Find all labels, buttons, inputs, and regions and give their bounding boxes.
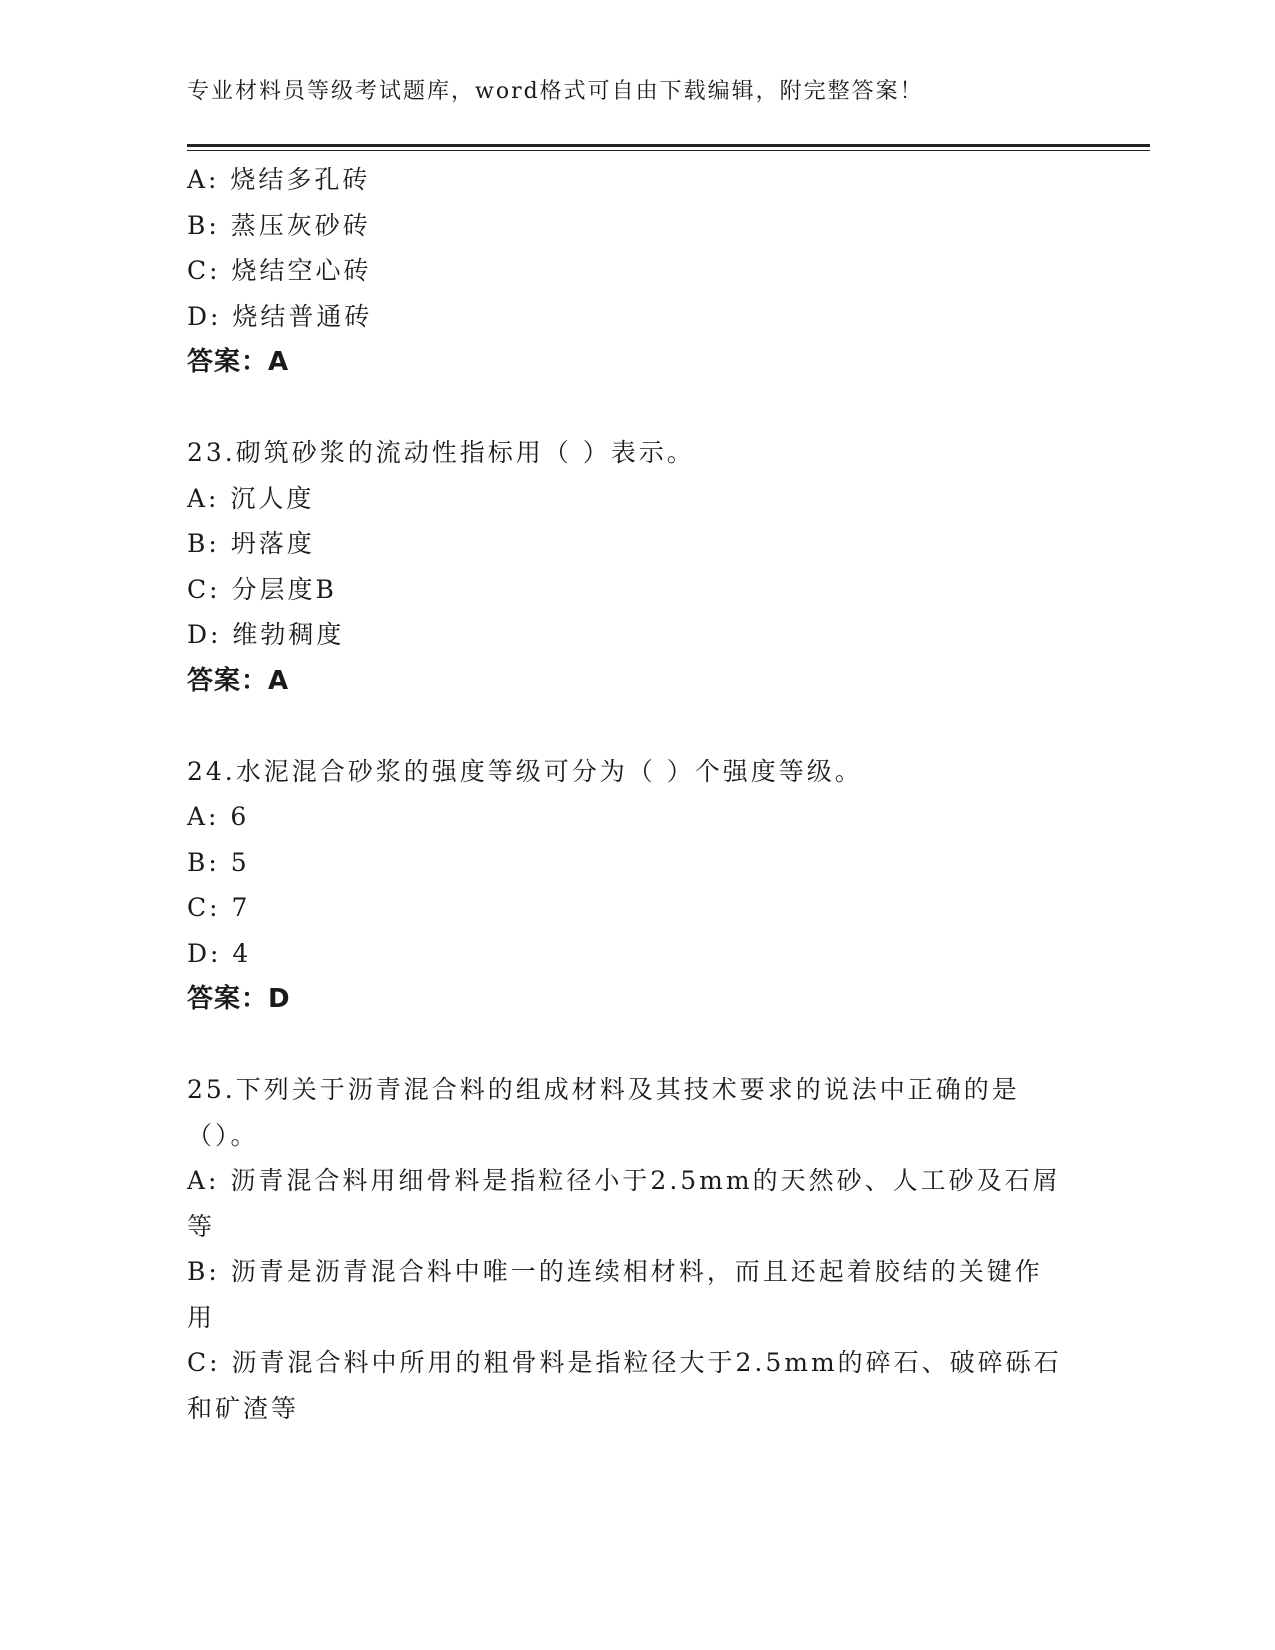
- answer: 答案：A: [187, 665, 290, 696]
- option-b: B: 5: [187, 847, 250, 877]
- question-text: 25.下列关于沥青混合料的组成材料及其技术要求的说法中正确的是（）。: [187, 1075, 1020, 1150]
- option-b: B: 沥青是沥青混合料中唯一的连续相材料，而且还起着胶结的关键作用: [187, 1257, 1043, 1332]
- option-a: A: 沉人度: [187, 483, 315, 513]
- header-rule-thick: [187, 144, 1150, 147]
- option-c: C: 沥青混合料中所用的粗骨料是指粒径大于2.5mm的碎石、破碎砾石和矿渣等: [187, 1348, 1062, 1423]
- question-text: 23.砌筑砂浆的流动性指标用（ ）表示。: [187, 438, 695, 467]
- question-block: [187, 430, 1067, 704]
- option-c: C: 烧结空心砖: [187, 256, 372, 285]
- option-d: D: 烧结普通砖: [187, 301, 373, 331]
- question-text: 24.水泥混合砂浆的强度等级可分为（ ）个强度等级。: [187, 756, 863, 786]
- option-d: D: 4: [187, 938, 252, 968]
- question-content: [187, 157, 1067, 1431]
- option-a: A: 烧结多孔砖: [187, 165, 371, 194]
- option-a: A: 沥青混合料用细骨料是指粒径小于2.5mm的天然砂、人工砂及石屑等: [187, 1166, 1061, 1241]
- option-b: B: 蒸压灰砂砖: [187, 210, 371, 240]
- question-block: [187, 157, 1067, 385]
- option-c: C: 7: [187, 893, 251, 922]
- answer: 答案：D: [187, 984, 291, 1014]
- option-c: C: 分层度B: [187, 574, 337, 604]
- option-d: D: 维勃稠度: [187, 620, 345, 649]
- option-a: A: 6: [187, 802, 250, 831]
- answer: 答案：A: [187, 347, 290, 377]
- header-rule-thin: [187, 150, 1150, 151]
- option-b: B: 坍落度: [187, 529, 315, 558]
- question-block: [187, 1067, 1067, 1431]
- page-header: 专业材料员等级考试题库，word格式可自由下载编辑，附完整答案！: [187, 79, 924, 104]
- question-block: [187, 749, 1067, 1023]
